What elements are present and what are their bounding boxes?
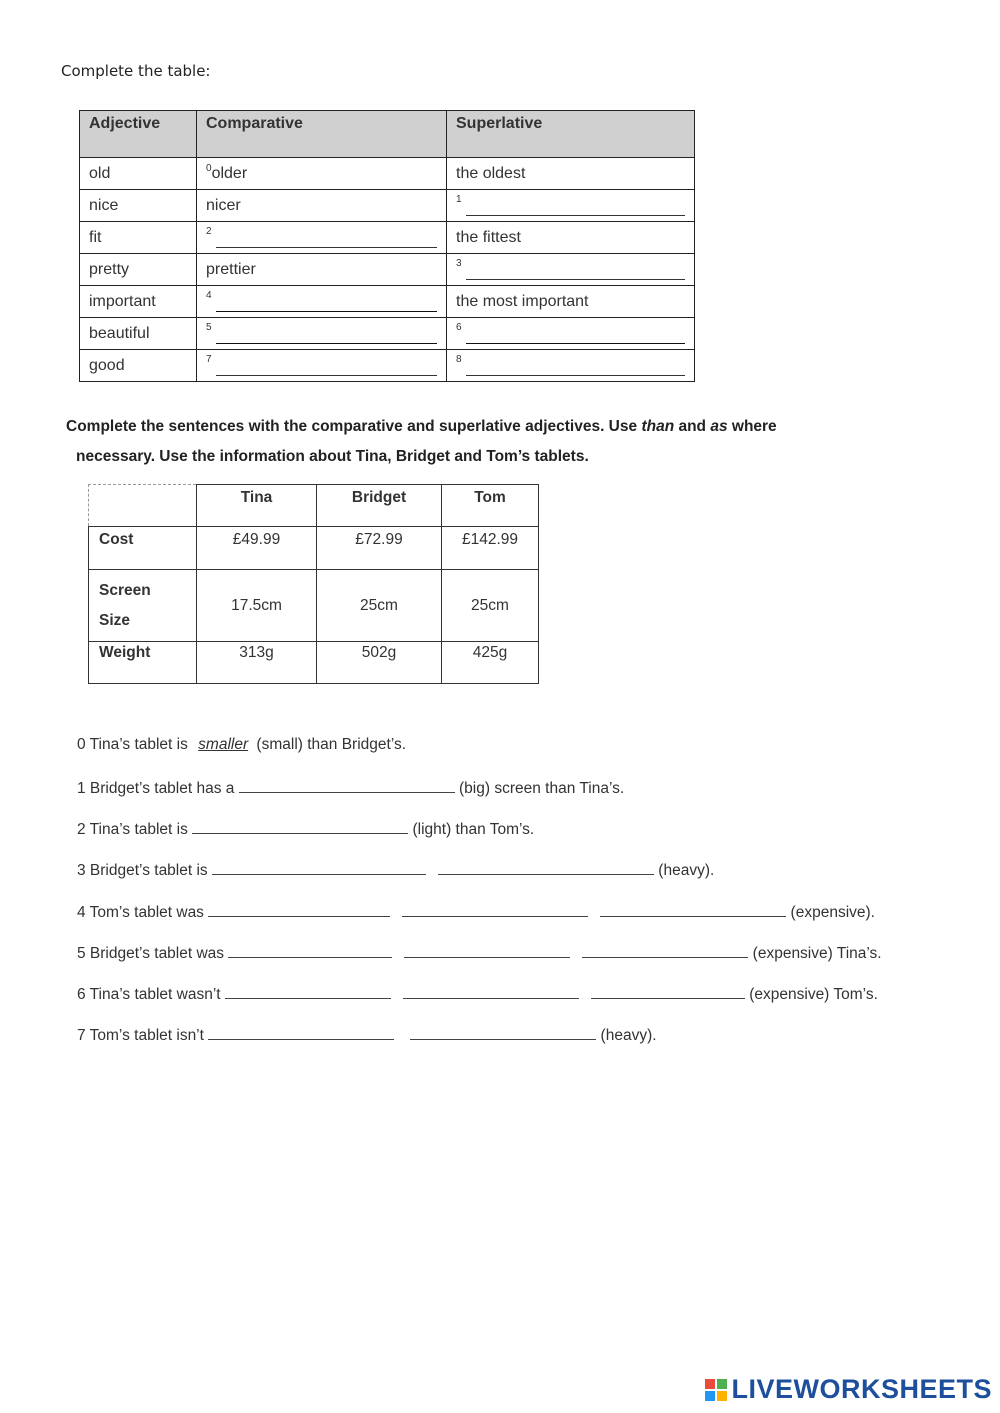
answer-blank-4[interactable]: [216, 292, 437, 312]
row-label-text: Cost: [99, 531, 134, 548]
value-cell: 25cm: [442, 570, 539, 642]
item-number: 0: [206, 162, 212, 174]
comparative-cell: [197, 318, 447, 350]
sentence-text: (expensive).: [786, 904, 875, 921]
answer-blank[interactable]: [239, 777, 455, 793]
table-header-row: [89, 485, 539, 527]
sentence-text: 3 Bridget’s tablet is: [77, 862, 212, 879]
item-number: 8: [456, 353, 462, 365]
superlative-cell: the oldest: [447, 158, 695, 190]
value-cell: 425g: [442, 642, 539, 684]
sentence-text: 4 Tom’s tablet was: [77, 904, 209, 921]
value-cell: 313g: [197, 642, 317, 684]
logo-square: [705, 1379, 715, 1389]
answer-blank[interactable]: [438, 859, 654, 875]
superlative-cell: [447, 190, 695, 222]
sentence-2: [77, 818, 534, 839]
table-row: [80, 222, 695, 254]
sentence-4: [77, 901, 875, 922]
adjective-cell: good: [80, 350, 197, 382]
superlative-cell: [447, 350, 695, 382]
answer-blank[interactable]: [402, 901, 588, 917]
sentence-text: 7 Tom’s tablet isn’t: [77, 1027, 209, 1044]
comparative-cell: [197, 222, 447, 254]
table-row: [80, 158, 695, 190]
sentence-text: 5 Bridget’s tablet was: [77, 945, 229, 962]
item-number: 5: [206, 321, 212, 333]
sentence-text: (heavy).: [596, 1027, 657, 1044]
value-cell: £142.99: [442, 527, 539, 570]
adjective-cell: fit: [80, 222, 197, 254]
example-answer: smaller: [198, 736, 249, 753]
answer-blank[interactable]: [403, 983, 579, 999]
answer-blank[interactable]: [410, 1024, 596, 1040]
sentence-5: [77, 942, 882, 963]
example-answer: older: [211, 164, 248, 182]
comparative-cell: [197, 350, 447, 382]
sentence-6: [77, 983, 878, 1004]
sentence-1: [77, 777, 624, 798]
logo-text: LIVEWORKSHEETS: [731, 1374, 992, 1404]
answer-blank[interactable]: [600, 901, 786, 917]
instructions-than: than: [641, 418, 675, 435]
sentence-text: (big) screen than Tina’s.: [454, 780, 625, 797]
answer-blank-2[interactable]: [216, 228, 437, 248]
sentence-text: (light) than Tom’s.: [408, 821, 535, 838]
sentence-text: 0 Tina’s tablet is: [77, 736, 193, 753]
header-superlative: Superlative: [447, 111, 695, 158]
corner-cell: [89, 485, 197, 527]
sentence-text: 1 Bridget’s tablet has a: [77, 780, 239, 797]
adjective-cell: pretty: [80, 254, 197, 286]
answer-blank-8[interactable]: [466, 356, 685, 376]
sentence-text: (expensive) Tina’s.: [748, 945, 882, 962]
table-row: [80, 350, 695, 382]
table-row: [80, 286, 695, 318]
sentence-text: (expensive) Tom’s.: [744, 986, 878, 1003]
table-row: [89, 642, 539, 684]
superlative-cell: the fittest: [447, 222, 695, 254]
value-cell: 502g: [317, 642, 442, 684]
sentence-0: [77, 736, 406, 754]
table-row: [80, 254, 695, 286]
table-row: [89, 570, 539, 642]
table-row: [80, 190, 695, 222]
item-number: 6: [456, 321, 462, 333]
value-cell: £49.99: [197, 527, 317, 570]
logo-square: [717, 1379, 727, 1389]
answer-blank[interactable]: [225, 983, 391, 999]
adjective-cell: beautiful: [80, 318, 197, 350]
value-cell: £72.99: [317, 527, 442, 570]
answer-blank[interactable]: [208, 901, 390, 917]
liveworksheets-logo: [705, 1374, 992, 1405]
answer-blank[interactable]: [228, 942, 392, 958]
instructions-line2: necessary. Use the information about Tina, Bridget and Tom’s tablets.: [76, 448, 589, 465]
superlative-cell: [447, 318, 695, 350]
adjective-cell: nice: [80, 190, 197, 222]
answer-blank-1[interactable]: [466, 196, 685, 216]
answer-blank[interactable]: [208, 1024, 394, 1040]
answer-blank-5[interactable]: [216, 324, 437, 344]
sentence-7: [77, 1024, 657, 1045]
answer-blank-3[interactable]: [466, 260, 685, 280]
logo-square: [705, 1391, 715, 1401]
row-label-text: Screen: [99, 581, 151, 599]
header-tina: Tina: [197, 485, 317, 527]
value-cell: 17.5cm: [197, 570, 317, 642]
item-number: 4: [206, 289, 212, 301]
answer-blank[interactable]: [192, 818, 408, 834]
answer-blank[interactable]: [404, 942, 570, 958]
header-adjective: Adjective: [80, 111, 197, 158]
logo-mark-icon: [705, 1379, 727, 1401]
adjective-table: [79, 110, 695, 382]
sentence-text: (heavy).: [653, 862, 715, 879]
item-number: 3: [456, 257, 462, 269]
header-bridget: Bridget: [317, 485, 442, 527]
row-label-text: Weight: [99, 644, 151, 661]
row-label-weight: [89, 642, 197, 684]
row-label-cost: [89, 527, 197, 570]
instructions-part2: where: [727, 418, 777, 435]
answer-blank[interactable]: [212, 859, 426, 875]
logo-square: [717, 1391, 727, 1401]
instructions-and: and: [674, 418, 711, 435]
row-label-screen-size: [89, 570, 197, 642]
sentence-text: 2 Tina’s tablet is: [77, 821, 193, 838]
answer-blank[interactable]: [582, 942, 748, 958]
superlative-cell: [447, 254, 695, 286]
item-number: 1: [456, 193, 462, 205]
answer-blank[interactable]: [591, 983, 745, 999]
adjective-cell: old: [80, 158, 197, 190]
row-label-text: Size: [99, 611, 131, 629]
sentence-3: [77, 859, 714, 880]
comparative-cell: prettier: [197, 254, 447, 286]
instructions-as: as: [710, 418, 728, 435]
superlative-cell: the most important: [447, 286, 695, 318]
sentence-text: 6 Tina’s tablet wasn’t: [77, 986, 225, 1003]
comparative-cell: [197, 286, 447, 318]
header-tom: Tom: [442, 485, 539, 527]
header-comparative: Comparative: [197, 111, 447, 158]
instructions: [66, 412, 926, 472]
table-header-row: [80, 111, 695, 158]
item-number: 2: [206, 225, 212, 237]
comparative-cell: nicer: [197, 190, 447, 222]
sentence-text: (small) than Bridget’s.: [252, 736, 407, 753]
comparative-cell: [197, 158, 447, 190]
item-number: 7: [206, 353, 212, 365]
intro-text: Complete the table:: [61, 62, 211, 80]
instructions-part1: Complete the sentences with the comparative and superlative adjectives. Use: [66, 418, 642, 435]
tablet-info-table: [88, 484, 539, 684]
adjective-cell: important: [80, 286, 197, 318]
answer-blank-7[interactable]: [216, 356, 437, 376]
table-row: [80, 318, 695, 350]
table-row: [89, 527, 539, 570]
answer-blank-6[interactable]: [466, 324, 685, 344]
value-cell: 25cm: [317, 570, 442, 642]
